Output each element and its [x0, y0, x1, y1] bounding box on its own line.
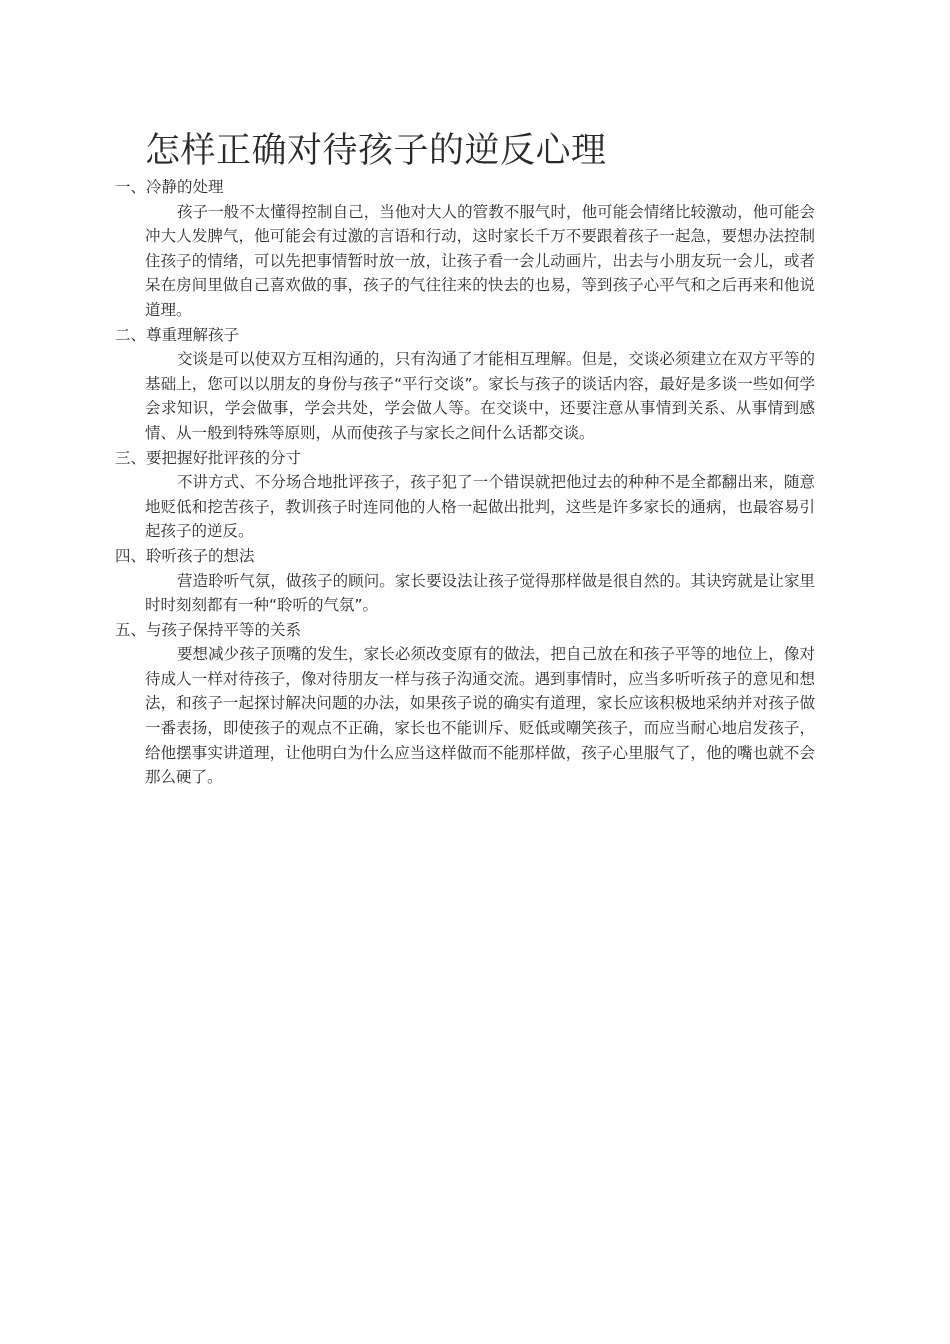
section-listen-to-child [115, 544, 815, 618]
section-calm-handling [115, 175, 815, 323]
document-sections [115, 175, 815, 790]
section-heading: 四、聆听孩子的想法 [115, 546, 255, 565]
section-heading: 一、冷静的处理 [115, 178, 224, 196]
section-body: 不讲方式、不分场合地批评孩子，孩子犯了一个错误就把他过去的种种不是全都翻出来，随意地贬低和挖苦孩子，教训孩子时连同他的人格一起做出批判，这些是许多家长的通病，也最容易引起孩子的逆反。 [145, 473, 815, 541]
section-body: 交谈是可以使双方互相沟通的，只有沟通了才能相互理解。但是，交谈必须建立在双方平等的基础上，您可以以朋友的身份与孩子“平行交谈”。家长与孩子的谈话内容，最好是多谈一些如何学会求知识，学会做事，学会共处，学会做人等。在交谈中，还要注意从事情到关系、从事情到感情、从一般到特殊等原则，从而使孩子与家长之间什么话都交谈。 [145, 350, 815, 442]
document-title: 怎样正确对待孩子的逆反心理 [145, 131, 607, 171]
section-heading: 二、尊重理解孩子 [115, 325, 240, 344]
section-respect-understanding [115, 323, 815, 446]
section-body: 孩子一般不太懂得控制自己，当他对大人的管教不服气时，他可能会情绪比较激动，他可能会冲大人发脾气，他可能会有过激的言语和行动，这时家长千万不要跟着孩子一起急，要想办法控制住孩子的情绪，可以先把事情暂时放一放，让孩子看一会儿动画片，出去与小朋友玩一会儿，或者呆在房间里做自己喜欢做的事，孩子的气往往来的快去的也易，等到孩子心平气和之后再来和他说道理。 [145, 202, 815, 319]
section-body: 要想减少孩子顶嘴的发生，家长必须改变原有的做法，把自己放在和孩子平等的地位上，像对待成人一样对待孩子，像对待朋友一样与孩子沟通交流。遇到事情时，应当多听听孩子的意见和想法，和孩子一起探讨解决问题的办法，如果孩子说的确实有道理，家长应该积极地采纳并对孩子做一番表扬，即使孩子的观点不正确，家长也不能训斥、贬低或嘲笑孩子，而应当耐心地启发孩子，给他摆事实讲道理，让他明白为什么应当这样做而不能那样做，孩子心里服气了，他的嘴也就不会那么硬了。 [145, 645, 815, 787]
section-heading: 三、要把握好批评孩的分寸 [115, 448, 302, 467]
section-body: 营造聆听气氛，做孩子的顾问。家长要设法让孩子觉得那样做是很自然的。其诀窍就是让家里时时刻刻都有一种“聆听的气氛”。 [145, 571, 815, 615]
section-equal-relationship [115, 618, 815, 790]
section-heading: 五、与孩子保持平等的关系 [115, 620, 302, 639]
section-criticism-measure [115, 446, 815, 544]
